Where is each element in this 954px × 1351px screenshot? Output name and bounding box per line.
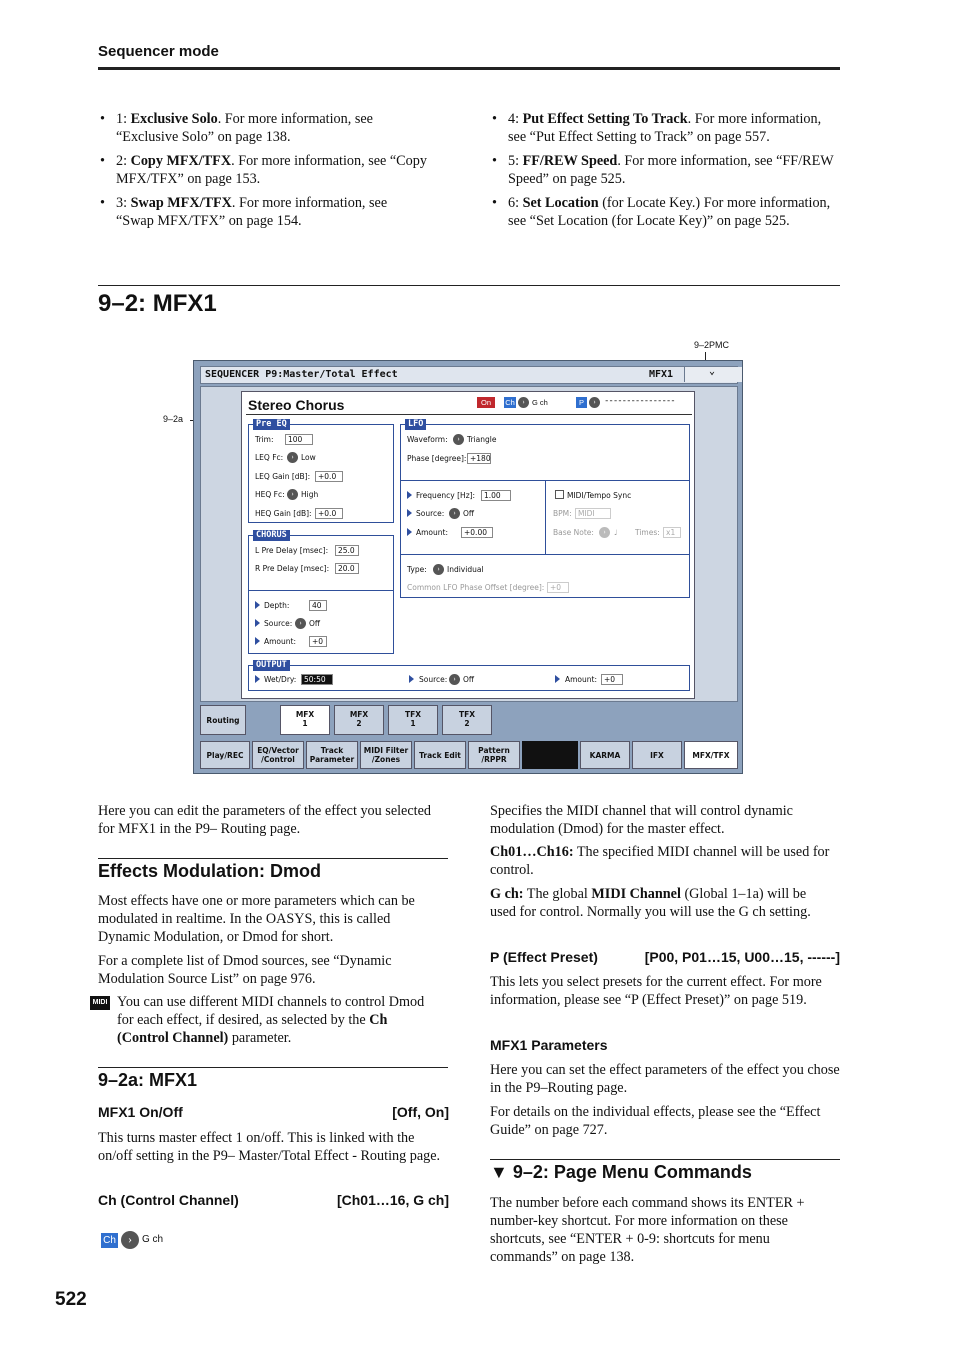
- depth-label: Depth:: [264, 601, 290, 610]
- tab-eq-vector[interactable]: [252, 741, 304, 769]
- lfo-source-label: Source:: [416, 509, 445, 518]
- trim-label: Trim:: [255, 435, 274, 444]
- tab-ifx[interactable]: [632, 741, 682, 769]
- tab-mfx-tfx[interactable]: [684, 741, 738, 769]
- freq-arrow-icon[interactable]: [407, 491, 412, 499]
- chorus-label: CHORUS: [253, 530, 290, 541]
- base-note-value[interactable]: ♩: [614, 528, 618, 537]
- p-badge: P: [576, 397, 587, 408]
- tab-tfx1-label: TFX: [404, 710, 422, 719]
- tab-midi-filter[interactable]: [360, 741, 412, 769]
- dmod-channel-paragraph: Specifies the MIDI channel that will control dynamic modulation (Dmod) for the master effect.: [490, 803, 793, 837]
- menu-title: ▼ 9–2: Page Menu Commands: [490, 1162, 752, 1182]
- base-note-knob-icon[interactable]: ›: [599, 527, 610, 538]
- pre-eq-box: [248, 419, 394, 523]
- rpre-label: R Pre Delay [msec]:: [255, 564, 330, 573]
- list-item-command: FF/REW Speed: [522, 153, 618, 169]
- list-item-text: . For more information, see “Copy MFX/TFX” on page 153.: [116, 153, 427, 187]
- lfo-box: [400, 419, 690, 598]
- list-item: [490, 194, 840, 230]
- tab-track-edit-label: Track Edit: [419, 750, 461, 760]
- preset-param-range: [P00, P01…15, U00…15, ------]: [644, 949, 840, 965]
- dmod-rule: [98, 858, 448, 859]
- list-item-number: 3:: [116, 195, 131, 211]
- effect-panel: [241, 391, 695, 699]
- list-item-command: Copy MFX/TFX: [130, 153, 232, 169]
- heq-gain-label: HEQ Gain [dB]:: [255, 509, 312, 518]
- type-knob-icon[interactable]: ›: [433, 564, 444, 575]
- effect-name: Stereo Chorus: [248, 397, 345, 413]
- tab-track-parameter-l1: Track: [320, 746, 344, 755]
- heq-fc-label: HEQ Fc:: [255, 490, 285, 499]
- page-select-label: MFX1: [649, 369, 674, 380]
- tab-midi-filter-l1: MIDI Filter: [363, 746, 409, 755]
- output-source-label: Source:: [419, 675, 448, 684]
- wetdry-arrow-icon[interactable]: [255, 675, 260, 683]
- times-field[interactable]: x1: [663, 527, 681, 538]
- subsection-rule: [98, 1067, 448, 1068]
- chorus-amount-arrow-icon[interactable]: [255, 637, 260, 645]
- onoff-param-range: [Off, On]: [392, 1104, 449, 1120]
- gch-bold2: MIDI Channel: [591, 886, 681, 902]
- waveform-knob-icon[interactable]: ›: [453, 434, 464, 445]
- ch01-rest: The specified MIDI channel will be used for control.: [490, 844, 830, 878]
- wetdry-field[interactable]: 50:50: [301, 674, 333, 685]
- chorus-source-label: Source:: [264, 619, 293, 628]
- ch-param-label: Ch (Control Channel): [98, 1192, 239, 1208]
- ch-sample-value: G ch: [142, 1234, 164, 1245]
- leq-fc-label: LEQ Fc:: [255, 453, 284, 462]
- chorus-source-knob-icon[interactable]: ›: [295, 618, 306, 629]
- depth-arrow-icon[interactable]: [255, 601, 260, 609]
- chevron-down-icon: ⌄: [709, 366, 716, 377]
- heq-gain-field[interactable]: +0.0: [315, 508, 343, 519]
- ch-sample-knob-icon: ›: [121, 1231, 139, 1249]
- output-amount-label: Amount:: [565, 675, 597, 684]
- tab-mfx2-label: MFX: [349, 710, 369, 719]
- list-item: [98, 152, 428, 188]
- list-item-command: Set Location: [522, 195, 599, 211]
- ch01-paragraph: [490, 843, 840, 879]
- freq-label: Frequency [Hz]:: [416, 491, 476, 500]
- chorus-box: [248, 530, 394, 654]
- bullet-list-right: [490, 110, 840, 236]
- list-item: [98, 194, 428, 230]
- sync-checkbox[interactable]: [555, 490, 564, 499]
- lfo-divider-h2: [401, 554, 689, 555]
- common-phase-label: Common LFO Phase Offset [degree]:: [407, 583, 545, 592]
- output-source-knob-icon[interactable]: ›: [449, 674, 460, 685]
- list-item-number: 4:: [508, 111, 523, 127]
- gch-rest: (Global 1–1a) will be used for control. Normally you will use the G ch setting.: [490, 886, 811, 920]
- midi-icon: MIDI: [90, 996, 110, 1010]
- tab-mfx1[interactable]: [280, 705, 330, 735]
- lfo-divider-v: [545, 480, 546, 554]
- chorus-source-arrow-icon[interactable]: [255, 619, 260, 627]
- preset-paragraph: This lets you select presets for the current effect. For more information, please see “P (Effect Preset)” on page 519.: [490, 974, 822, 1008]
- midi-note: [117, 993, 442, 1047]
- lfo-source-knob-icon[interactable]: ›: [449, 508, 460, 519]
- list-item-text: (for Locate Key.) For more information, see “Set Location (for Locate Key)” on page 525.: [508, 195, 831, 229]
- onoff-paragraph: This turns master effect 1 on/off. This is linked with the on/off setting in the P9– Master/Total Effect - Routing page.: [98, 1130, 441, 1164]
- depth-field[interactable]: 40: [309, 600, 327, 611]
- menu-rule: [490, 1159, 840, 1160]
- tab-pattern-rppr-l1: Pattern: [478, 746, 510, 755]
- list-item-text: . For more information, see “Exclusive Solo” on page 138.: [116, 111, 373, 145]
- output-label: OUTPUT: [253, 660, 290, 671]
- header-rule: [98, 67, 840, 70]
- freq-field[interactable]: 1.00: [481, 490, 511, 501]
- params-label: MFX1 Parameters: [490, 1037, 608, 1053]
- tab-mfx1-label: MFX: [295, 710, 315, 719]
- base-note-label: Base Note:: [553, 528, 594, 537]
- params-paragraph-2: For details on the individual effects, please see the “Effect Guide” on page 727.: [490, 1104, 821, 1138]
- running-header: Sequencer mode: [98, 43, 219, 60]
- p-value[interactable]: ----------------: [604, 396, 675, 406]
- ch-knob-icon[interactable]: ›: [518, 397, 529, 408]
- subsection-title: 9–2a: MFX1: [98, 1070, 198, 1090]
- ch-value[interactable]: G ch: [532, 398, 548, 407]
- tab-ifx-label: IFX: [650, 750, 664, 760]
- bullet-list-left: [98, 110, 428, 236]
- tab-eq-vector-l1: EQ/Vector: [257, 746, 299, 755]
- leq-fc-value[interactable]: Low: [301, 453, 316, 462]
- output-source-value[interactable]: Off: [463, 675, 475, 684]
- list-item: [490, 152, 840, 188]
- list-item-command: Put Effect Setting To Track: [522, 111, 688, 127]
- on-toggle[interactable]: On: [477, 397, 495, 408]
- amount-arrow-icon[interactable]: [407, 528, 412, 536]
- wetdry-label: Wet/Dry:: [264, 675, 297, 684]
- tab-eq-vector-l2: /Control: [261, 755, 295, 764]
- ch-sample-badge: Ch: [101, 1233, 118, 1248]
- preset-param-label: P (Effect Preset): [490, 949, 598, 965]
- tab-pattern-rppr-l2: /RPPR: [481, 755, 507, 764]
- sync-label: MIDI/Tempo Sync: [567, 491, 632, 500]
- lpre-field[interactable]: 25.0: [335, 545, 359, 556]
- tab-pattern-rppr[interactable]: [468, 741, 520, 769]
- list-item-text: . For more information, see “Swap MFX/TFX” on page 154.: [116, 195, 388, 229]
- midi-note-pre: You can use different MIDI channels to control Dmod for each effect, if desired, as selected by the: [117, 994, 425, 1028]
- intro-paragraph: Here you can edit the parameters of the effect you selected for MFX1 in the P9– Routing page.: [98, 803, 431, 837]
- tab-karma-label: KARMA: [589, 750, 621, 760]
- tab-mfx2-num: 2: [356, 719, 362, 728]
- phase-label: Phase [degree]:: [407, 454, 467, 463]
- tab-tfx1[interactable]: [388, 705, 438, 735]
- tab-tfx2-num: 2: [464, 719, 470, 728]
- list-item: [98, 110, 428, 146]
- leq-gain-label: LEQ Gain [dB]:: [255, 472, 311, 481]
- section-rule: [98, 285, 840, 286]
- heq-fc-value[interactable]: High: [301, 490, 319, 499]
- ch-param-range: [Ch01…16, G ch]: [336, 1192, 449, 1208]
- main-panel: [200, 386, 738, 702]
- tab-karma[interactable]: [580, 741, 630, 769]
- lfo-amount-label: Amount:: [416, 528, 448, 537]
- tab-play-rec-label: Play/REC: [206, 750, 244, 760]
- list-item-text: . For more information, see “FF/REW Speed” on page 525.: [508, 153, 834, 187]
- type-label: Type:: [407, 565, 427, 574]
- pre-eq-label: Pre EQ: [253, 419, 290, 430]
- gch-paragraph: [490, 885, 835, 921]
- list-item-number: 6:: [508, 195, 523, 211]
- tab-play-rec[interactable]: [200, 741, 250, 769]
- tab-routing-label: Routing: [206, 716, 240, 725]
- bpm-field[interactable]: MIDI: [575, 508, 611, 519]
- output-box: [248, 660, 690, 691]
- gch-mid: The global: [523, 886, 592, 902]
- tab-mfx-tfx-label: MFX/TFX: [692, 750, 730, 760]
- tab-midi-filter-l2: /Zones: [371, 755, 401, 764]
- screen-screenshot: [193, 360, 743, 774]
- screen-titlebar: [200, 366, 738, 384]
- tab-track-parameter[interactable]: [306, 741, 358, 769]
- page-number: 522: [55, 1289, 87, 1310]
- output-source-arrow-icon[interactable]: [409, 675, 414, 683]
- dmod-title: Effects Modulation: Dmod: [98, 861, 321, 881]
- list-item: [490, 110, 840, 146]
- list-item-command: Swap MFX/TFX: [130, 195, 232, 211]
- lfo-label: LFO: [405, 419, 426, 430]
- waveform-label: Waveform:: [407, 435, 448, 444]
- phase-field[interactable]: +180: [467, 453, 491, 464]
- chorus-amount-field[interactable]: +0: [309, 636, 327, 647]
- leq-gain-field[interactable]: +0.0: [315, 471, 343, 482]
- page-select[interactable]: [684, 367, 743, 382]
- rpre-field[interactable]: 20.0: [335, 563, 359, 574]
- tab-routing[interactable]: [200, 705, 246, 735]
- tab-track-parameter-l2: Parameter: [309, 755, 355, 764]
- params-paragraph-1: Here you can set the effect parameters of the effect you chose in the P9–Routing page.: [490, 1062, 840, 1096]
- bottom-tab-gap: [522, 741, 578, 769]
- list-item-number: 1:: [116, 111, 131, 127]
- source-arrow-icon[interactable]: [407, 509, 412, 517]
- callout-a: 9–2a: [163, 414, 184, 424]
- list-item-command: Exclusive Solo: [130, 111, 218, 127]
- ch01-bold: Ch01…Ch16:: [490, 844, 574, 860]
- onoff-param-label: MFX1 On/Off: [98, 1104, 183, 1120]
- section-title: 9–2: MFX1: [98, 290, 217, 317]
- bpm-label: BPM:: [553, 509, 572, 518]
- gch-bold: G ch:: [490, 886, 524, 902]
- common-phase-field[interactable]: +0: [547, 582, 569, 593]
- times-label: Times:: [635, 528, 660, 537]
- menu-paragraph: The number before each command shows its ENTER + number-key shortcut. For more information on these shortcuts, see “ENTER + 0-9: shortcuts for menu commands” on page 138.: [490, 1195, 805, 1265]
- screen-title: SEQUENCER P9:Master/Total Effect: [205, 369, 398, 380]
- list-item-text: . For more information, see “Put Effect Setting to Track” on page 557.: [508, 111, 822, 145]
- lfo-amount-field[interactable]: +0.00: [461, 527, 493, 538]
- callout-pmc: 9–2PMC: [694, 340, 730, 350]
- waveform-value[interactable]: Triangle: [467, 435, 497, 444]
- effect-name-underline: [246, 414, 692, 415]
- midi-note-bold: Ch (Control Channel): [117, 1012, 388, 1046]
- output-amount-field[interactable]: +0: [601, 674, 623, 685]
- lfo-source-value[interactable]: Off: [463, 509, 475, 518]
- leq-fc-knob-icon[interactable]: ›: [287, 452, 298, 463]
- list-item-number: 5:: [508, 153, 523, 169]
- chorus-source-value[interactable]: Off: [309, 619, 321, 628]
- tab-mfx2[interactable]: [334, 705, 384, 735]
- tab-tfx2-label: TFX: [458, 710, 476, 719]
- output-amount-arrow-icon[interactable]: [555, 675, 560, 683]
- tab-tfx2[interactable]: [442, 705, 492, 735]
- heq-fc-knob-icon[interactable]: ›: [287, 489, 298, 500]
- tab-mfx1-num: 1: [302, 719, 308, 728]
- list-item-number: 2:: [116, 153, 131, 169]
- tab-track-edit[interactable]: [414, 741, 466, 769]
- dmod-paragraph-1: Most effects have one or more parameters which can be modulated in realtime. In the OASYS, this is called Dynamic Modulation, or Dmod for short.: [98, 893, 415, 945]
- chorus-divider: [249, 590, 393, 591]
- trim-field[interactable]: 100: [285, 434, 313, 445]
- midi-note-post: parameter.: [228, 1030, 292, 1046]
- ch-badge: Ch: [505, 398, 515, 407]
- p-knob-icon[interactable]: ›: [589, 397, 600, 408]
- tab-tfx1-num: 1: [410, 719, 416, 728]
- type-value[interactable]: Individual: [447, 565, 484, 574]
- dmod-paragraph-2: For a complete list of Dmod sources, see “Dynamic Modulation Source List” on page 976.: [98, 953, 392, 987]
- chorus-amount-label: Amount:: [264, 637, 296, 646]
- lpre-label: L Pre Delay [msec]:: [255, 546, 329, 555]
